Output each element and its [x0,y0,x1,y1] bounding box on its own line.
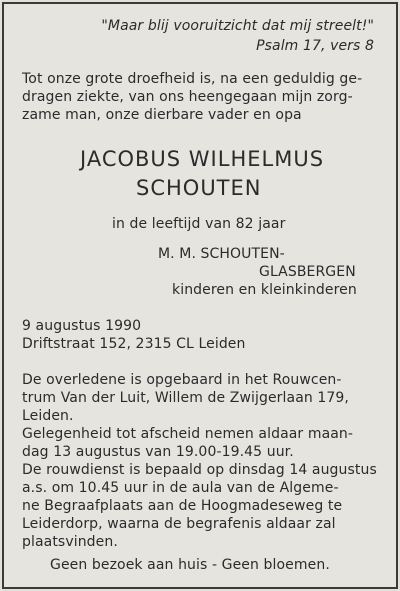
details-line: trum Van der Luit, Willem de Zwijgerlaan 179, [22,390,349,406]
motto-quote: "Maar blij vooruitzicht dat mij streelt!" [101,18,374,34]
children-line: kinderen en kleinkinderen [172,282,357,298]
deceased-name-first: JACOBUS WILHELMUS [80,147,325,171]
spouse-name-2: GLASBERGEN [259,264,356,280]
deceased-age: in de leeftijd van 82 jaar [112,216,286,232]
details-line: Gelegenheid tot afscheid nemen aldaar maan- [22,426,354,442]
deceased-name-last: SCHOUTEN [136,176,262,200]
details-line: Leiden. [22,408,74,424]
details-line: a.s. om 10.45 uur in de aula van de Algeme- [22,480,339,496]
details-line: De overledene is opgebaard in het Rouwcen- [22,372,342,388]
details-line: plaatsvinden. [22,534,118,550]
notice-date: 9 augustus 1990 [22,318,142,334]
details-line: De rouwdienst is bepaald op dinsdag 14 augustus [22,462,377,478]
details-line: Leiderdorp, waarna de begrafenis aldaar zal [22,516,336,532]
footer-note: Geen bezoek aan huis - Geen bloemen. [50,557,330,573]
details-line: ne Begraafplaats aan de Hoogmadeseweg te [22,498,343,514]
intro-line: zame man, onze dierbare vader en opa [22,107,302,123]
notice-address: Driftstraat 152, 2315 CL Leiden [22,336,246,352]
spouse-name-1: M. M. SCHOUTEN- [158,246,285,262]
intro-line: Tot onze grote droefheid is, na een geduldig ge- [22,71,363,87]
motto-source: Psalm 17, vers 8 [256,38,374,54]
death-notice [2,2,398,589]
intro-line: dragen ziekte, van ons heengegaan mijn zorg- [22,89,353,105]
details-line: dag 13 augustus van 19.00-19.45 uur. [22,444,294,460]
